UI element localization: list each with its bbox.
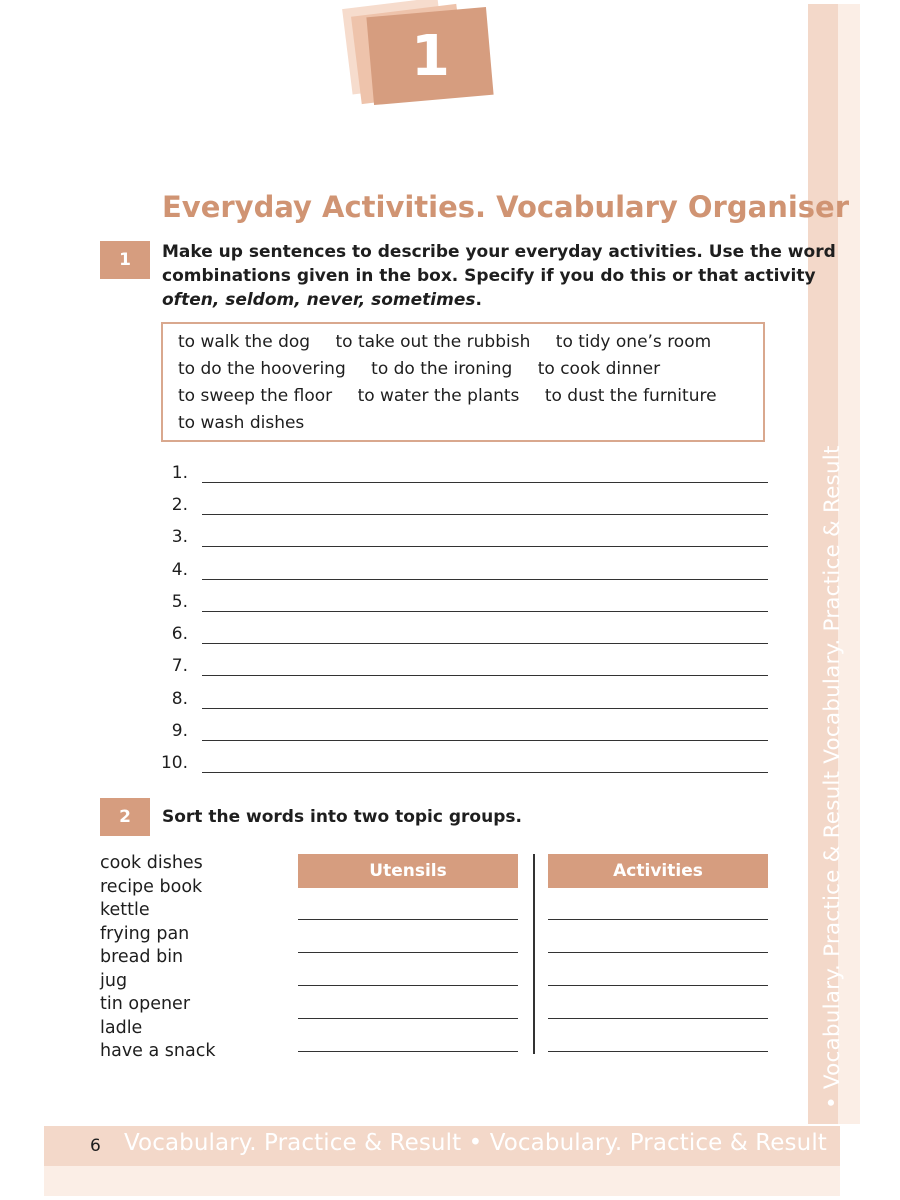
word-combination: to sweep the floor bbox=[178, 386, 333, 406]
activities-column-header: Activities bbox=[548, 854, 768, 888]
answer-row[interactable] bbox=[158, 721, 770, 745]
answer-line[interactable] bbox=[202, 675, 768, 676]
answer-number: 7. bbox=[171, 656, 188, 676]
answer-row[interactable] bbox=[158, 624, 770, 648]
answer-row[interactable] bbox=[158, 495, 770, 519]
answer-row[interactable] bbox=[158, 753, 770, 777]
box-line bbox=[178, 413, 324, 433]
instruction-period: . bbox=[475, 290, 482, 310]
utensils-column-header: Utensils bbox=[298, 854, 518, 888]
answer-line[interactable] bbox=[202, 579, 768, 580]
box-line bbox=[178, 359, 680, 379]
exercise-1-badge: 1 bbox=[100, 241, 150, 279]
utensils-answer-line[interactable] bbox=[298, 1018, 518, 1019]
answer-row[interactable] bbox=[158, 463, 770, 487]
exercise-2-badge: 2 bbox=[100, 798, 150, 836]
answer-number: 10. bbox=[160, 753, 188, 773]
utensils-answer-line[interactable] bbox=[298, 985, 518, 986]
utensils-answer-line[interactable] bbox=[298, 1051, 518, 1052]
answer-line[interactable] bbox=[202, 611, 768, 612]
instruction-line: Make up sentences to describe your everyday activities. Use the word bbox=[162, 242, 836, 262]
answer-row[interactable] bbox=[158, 560, 770, 584]
word-combination: to do the ironing bbox=[371, 359, 513, 379]
exercise-1-instruction bbox=[162, 240, 836, 312]
word-combinations-box bbox=[161, 322, 765, 442]
word-combination: to cook dinner bbox=[537, 359, 661, 379]
activities-answer-line[interactable] bbox=[548, 919, 768, 920]
footer-band-light bbox=[44, 1166, 840, 1196]
answer-line[interactable] bbox=[202, 482, 768, 483]
activities-answer-line[interactable] bbox=[548, 1051, 768, 1052]
word-combination: to wash dishes bbox=[178, 413, 305, 433]
answer-row[interactable] bbox=[158, 689, 770, 713]
word-list bbox=[100, 852, 215, 1064]
activities-answer-line[interactable] bbox=[548, 985, 768, 986]
list-item: recipe book bbox=[100, 876, 203, 897]
answer-line[interactable] bbox=[202, 708, 768, 709]
utensils-answer-line[interactable] bbox=[298, 952, 518, 953]
answer-number: 5. bbox=[171, 592, 188, 612]
instruction-line: combinations given in the box. Specify if you do this or that activity bbox=[162, 266, 816, 286]
answer-line[interactable] bbox=[202, 643, 768, 644]
page-title: Everyday Activities. Vocabulary Organiser bbox=[162, 190, 850, 224]
activities-answer-line[interactable] bbox=[548, 1018, 768, 1019]
word-combination: to dust the furniture bbox=[544, 386, 717, 406]
frequency-words: often, seldom, never, sometimes bbox=[162, 290, 476, 310]
list-item: ladle bbox=[100, 1017, 143, 1038]
side-band-text: • Vocabulary. Practice & Result Vocabulary. Practice & Result bbox=[820, 445, 845, 1109]
answer-number: 8. bbox=[171, 689, 188, 709]
page-number: 6 bbox=[90, 1136, 101, 1156]
answer-line[interactable] bbox=[202, 546, 768, 547]
answer-number: 3. bbox=[171, 527, 188, 547]
answer-number: 4. bbox=[171, 560, 188, 580]
word-combination: to walk the dog bbox=[178, 332, 311, 352]
list-item: cook dishes bbox=[100, 853, 203, 873]
answer-row[interactable] bbox=[158, 527, 770, 551]
answer-line[interactable] bbox=[202, 740, 768, 741]
box-line bbox=[178, 332, 731, 352]
word-combination: to take out the rubbish bbox=[335, 332, 531, 352]
word-combination: to water the plants bbox=[357, 386, 520, 406]
unit-tab bbox=[366, 7, 493, 105]
exercise-2-instruction: Sort the words into two topic groups. bbox=[162, 807, 522, 827]
list-item: frying pan bbox=[100, 923, 190, 944]
list-item: have a snack bbox=[100, 1041, 216, 1061]
activities-answer-line[interactable] bbox=[548, 952, 768, 953]
list-item: jug bbox=[100, 970, 128, 991]
answer-number: 9. bbox=[171, 721, 188, 741]
list-item: bread bin bbox=[100, 947, 184, 967]
answer-number: 1. bbox=[171, 463, 188, 483]
footer-text: Vocabulary. Practice & Result • Vocabulary. Practice & Result bbox=[124, 1130, 827, 1156]
answer-row[interactable] bbox=[158, 656, 770, 680]
answer-number: 6. bbox=[171, 624, 188, 644]
box-line bbox=[178, 386, 737, 406]
column-divider bbox=[533, 854, 535, 1054]
answer-number: 2. bbox=[171, 495, 188, 515]
unit-number: 1 bbox=[410, 23, 450, 89]
instruction-line bbox=[162, 288, 836, 312]
answer-row[interactable] bbox=[158, 592, 770, 616]
word-combination: to do the hoovering bbox=[178, 359, 346, 379]
list-item: tin opener bbox=[100, 994, 191, 1014]
answer-line[interactable] bbox=[202, 514, 768, 515]
answer-line[interactable] bbox=[202, 772, 768, 773]
word-combination: to tidy one’s room bbox=[555, 332, 712, 352]
utensils-answer-line[interactable] bbox=[298, 919, 518, 920]
list-item: kettle bbox=[100, 900, 150, 920]
